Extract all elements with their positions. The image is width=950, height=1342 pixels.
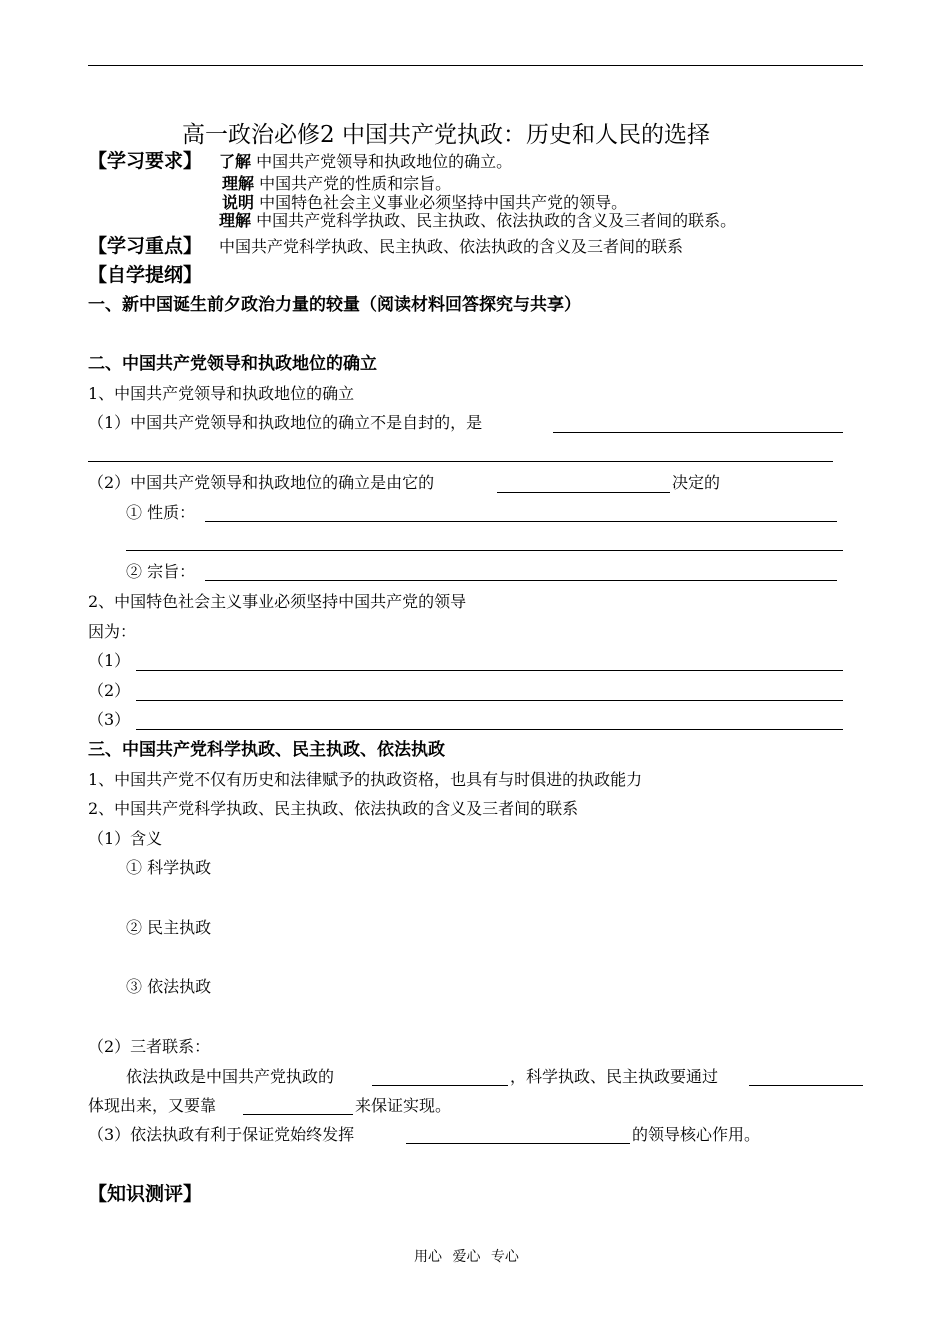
answer-blank[interactable]	[406, 1143, 630, 1144]
page-title: 高一政治必修2 中国共产党执政：历史和人民的选择	[182, 122, 710, 148]
page-footer: 用心 爱心 专心	[414, 1249, 519, 1265]
reason-label: （1）	[88, 651, 131, 670]
section3-item1: 1、中国共产党不仅有历史和法律赋予的执政资格，也具有与时俱进的执政能力	[88, 770, 643, 789]
answer-blank[interactable]	[553, 432, 843, 433]
requirement-text: 中国共产党领导和执政地位的确立。	[256, 152, 513, 171]
test-heading: 【知识测评】	[88, 1183, 203, 1205]
requirement-row	[219, 213, 736, 229]
requirement-keyword: 理解	[219, 211, 252, 230]
requirement-row	[222, 195, 627, 211]
relation-text: ，科学执政、民主执政要通过	[510, 1067, 719, 1086]
question-1: （1）中国共产党领导和执政地位的确立不是自封的，是	[88, 413, 483, 432]
relation-text: 来保证实现。	[355, 1096, 452, 1115]
answer-blank[interactable]	[497, 492, 670, 493]
section2-item2: 2、中国特色社会主义事业必须坚持中国共产党的领导	[88, 592, 467, 611]
requirement-row	[222, 176, 451, 192]
requirement-text: 中国共产党的性质和宗旨。	[259, 174, 452, 193]
reason-label: （2）	[88, 681, 131, 700]
answer-blank[interactable]	[372, 1085, 508, 1086]
question-3-suffix: 的领导核心作用。	[632, 1125, 761, 1144]
section2-heading: 二、中国共产党领导和执政地位的确立	[88, 354, 377, 374]
requirement-text: 中国共产党科学执政、民主执政、依法执政的含义及三者间的联系。	[256, 211, 737, 230]
focus-text: 中国共产党科学执政、民主执政、依法执政的含义及三者间的联系	[219, 237, 684, 256]
requirement-keyword: 了解	[219, 152, 252, 171]
requirement-keyword: 理解	[222, 174, 255, 193]
relation-text: 体现出来，又要靠	[88, 1096, 217, 1115]
section1-heading: 一、新中国诞生前夕政治力量的较量（阅读材料回答探究与共享）	[88, 295, 581, 315]
focus-heading: 【学习重点】	[88, 235, 203, 257]
reason-label: （3）	[88, 710, 131, 729]
header-rule	[88, 65, 863, 66]
meaning-label: （1）含义	[88, 829, 163, 848]
purpose-label: ② 宗旨：	[126, 562, 196, 581]
relation-label: （2）三者联系：	[88, 1037, 211, 1056]
relation-text: 依法执政是中国共产党执政的	[126, 1067, 335, 1086]
outline-heading: 【自学提纲】	[88, 264, 203, 286]
answer-blank[interactable]	[136, 729, 843, 730]
question-3: （3）依法执政有利于保证党始终发挥	[88, 1125, 355, 1144]
meaning-item: ③ 依法执政	[126, 977, 212, 996]
answer-blank[interactable]	[205, 580, 837, 581]
answer-blank[interactable]	[243, 1114, 353, 1115]
requirements-heading: 【学习要求】	[88, 150, 203, 172]
question-2: （2）中国共产党领导和执政地位的确立是由它的	[88, 473, 435, 492]
requirement-row	[219, 154, 512, 170]
meaning-item: ① 科学执政	[126, 858, 212, 877]
section2-item1: 1、中国共产党领导和执政地位的确立	[88, 384, 355, 403]
answer-blank[interactable]	[205, 521, 837, 522]
section3-heading: 三、中国共产党科学执政、民主执政、依法执政	[88, 740, 445, 760]
answer-blank[interactable]	[136, 700, 843, 701]
question-2-suffix: 决定的	[672, 473, 721, 492]
answer-blank[interactable]	[88, 461, 833, 462]
nature-label: ① 性质：	[126, 503, 196, 522]
requirement-keyword: 说明	[222, 193, 255, 212]
answer-blank[interactable]	[126, 550, 843, 551]
because-label: 因为：	[88, 622, 137, 641]
meaning-item: ② 民主执政	[126, 918, 212, 937]
answer-blank[interactable]	[749, 1085, 863, 1086]
requirement-text: 中国特色社会主义事业必须坚持中国共产党的领导。	[259, 193, 628, 212]
section3-item2: 2、中国共产党科学执政、民主执政、依法执政的含义及三者间的联系	[88, 799, 579, 818]
answer-blank[interactable]	[136, 670, 843, 671]
